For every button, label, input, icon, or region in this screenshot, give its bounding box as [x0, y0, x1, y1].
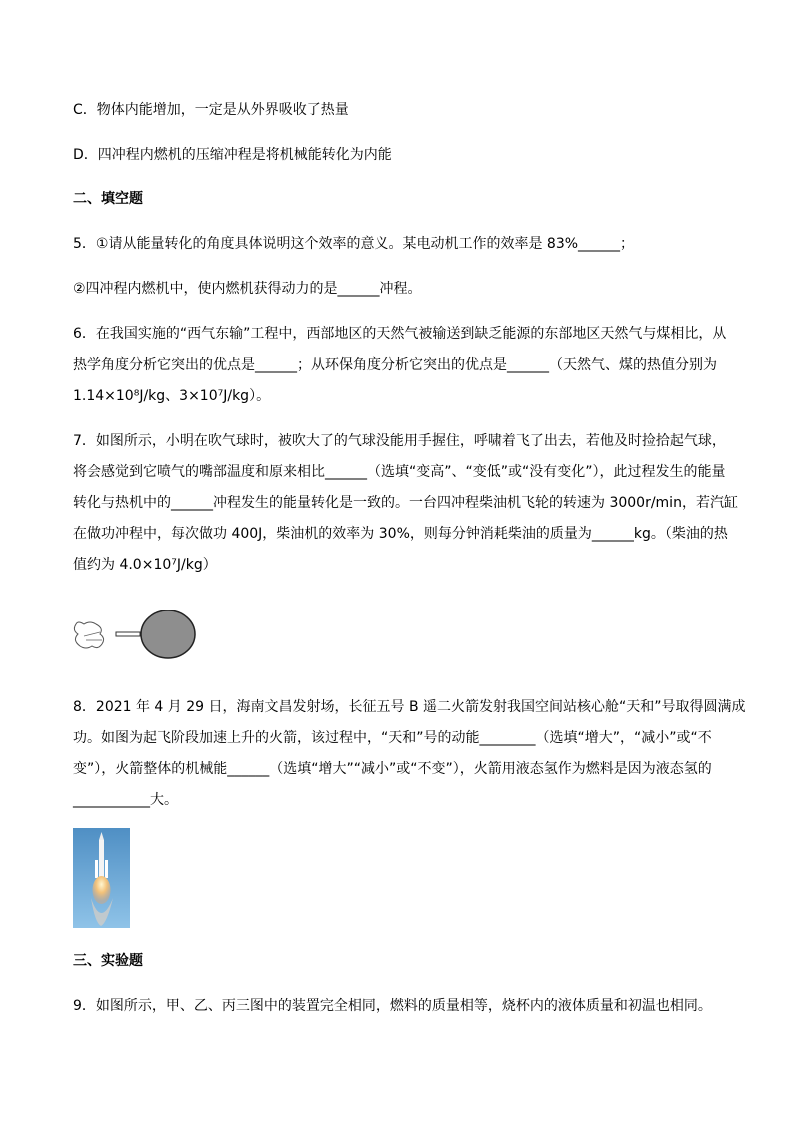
question-8-line-3: 变”），火箭整体的机械能______（选填“增大”“减小”或“不变”），火箭用液态氢作为燃料是因为液态氢的 — [73, 761, 712, 777]
rocket-flame — [93, 876, 111, 904]
question-5-line-2: ②四冲程内燃机中，使内燃机获得动力的是______冲程。 — [73, 281, 422, 297]
question-7-line-5: 值约为 4.0×10⁷J/kg） — [73, 557, 217, 573]
question-6-line-1: 6．在我国实施的“西气东输”工程中，西部地区的天然气被输送到缺乏能源的东部地区天然气与煤相比，从 — [73, 326, 727, 342]
question-6-line-2: 热学角度分析它突出的优点是______；从环保角度分析它突出的优点是______（天然气、煤的热值分别为 — [73, 357, 717, 373]
section-heading-experiment: 三、实验题 — [73, 953, 143, 969]
balloon-figure — [70, 610, 200, 660]
option-c: C．物体内能增加，一定是从外界吸收了热量 — [73, 102, 349, 118]
question-9-line-1: 9．如图所示，甲、乙、丙三图中的装置完全相同，燃料的质量相等，烧杯内的液体质量和初温也相同。 — [73, 998, 712, 1014]
section-heading-fill-in: 二、填空题 — [73, 191, 143, 207]
question-7-line-2: 将会感觉到它喷气的嘴部温度和原来相比______（选填“变高”、“变低”或“没有变化”），此过程发生的能量 — [73, 464, 726, 480]
question-6-line-3: 1.14×10⁸J/kg、3×10⁷J/kg）。 — [73, 388, 271, 404]
balloon-nozzle — [116, 632, 140, 636]
rocket-photo — [73, 828, 130, 928]
question-7-line-4: 在做功冲程中，每次做功 400J，柴油机的效率为 30%，则每分钟消耗柴油的质量为______kg。（柴油的热 — [73, 526, 728, 542]
question-7-line-3: 转化与热机中的______冲程发生的能量转化是一致的。一台四冲程柴油机飞轮的转速为 3000r/min，若汽缸 — [73, 495, 738, 511]
question-8-line-1: 8．2021 年 4 月 29 日，海南文昌发射场，长征五号 B 遥二火箭发射我国空间站核心舱“天和”号取得圆满成 — [73, 699, 746, 715]
balloon-icon — [141, 610, 195, 658]
option-d: D．四冲程内燃机的压缩冲程是将机械能转化为内能 — [73, 147, 392, 163]
question-5-line-1: 5．①请从能量转化的角度具体说明这个效率的意义。某电动机工作的效率是 83%______； — [73, 236, 635, 252]
rocket-body — [99, 840, 104, 878]
question-8-line-2: 功。如图为起飞阶段加速上升的火箭，该过程中，“天和”号的动能________（选填“增大”，“减小”或“不 — [73, 730, 712, 746]
question-7-line-1: 7．如图所示，小明在吹气球时，被吹大了的气球没能用手握住，呼啸着飞了出去，若他及时捡拾起气球， — [73, 433, 726, 449]
question-8-line-4: ___________大。 — [73, 792, 178, 808]
